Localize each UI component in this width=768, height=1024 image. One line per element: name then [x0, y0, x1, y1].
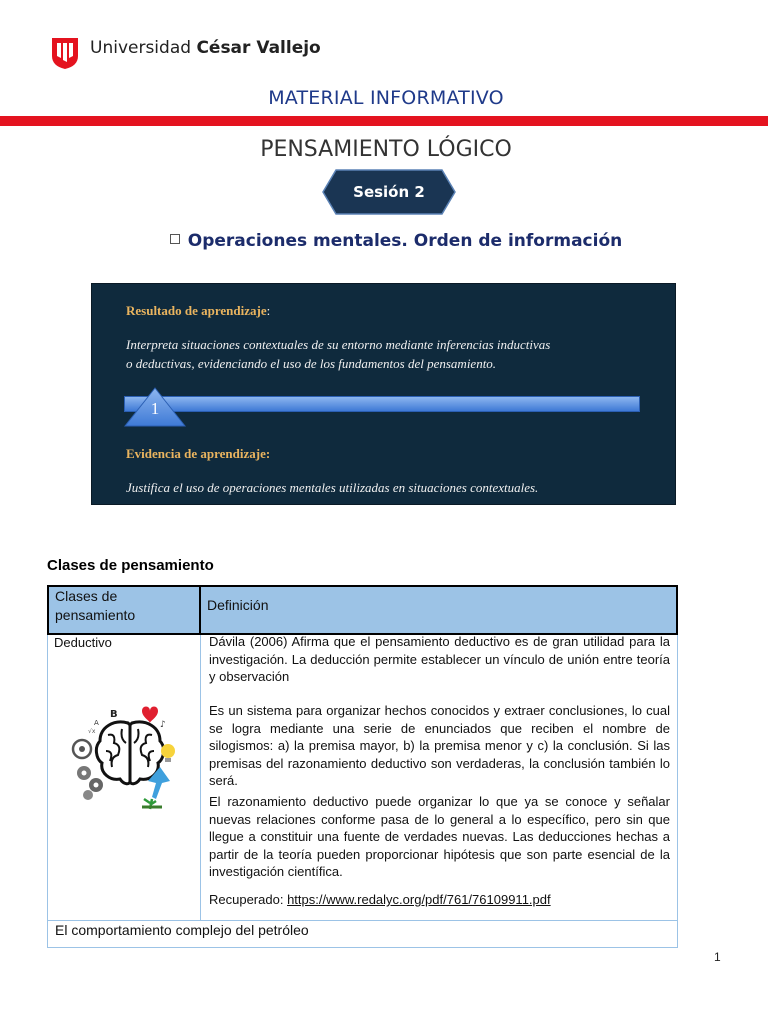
page-number: 1 — [714, 950, 721, 964]
class-deductivo: Deductivo — [54, 635, 112, 650]
topic-text: Operaciones mentales. Orden de información — [187, 231, 623, 251]
source-link[interactable]: https://www.redalyc.org/pdf/761/76109911.pdf — [287, 892, 551, 907]
source-line — [209, 891, 670, 909]
red-divider — [0, 116, 768, 126]
table-cell-class — [47, 635, 201, 921]
learning-result-label: Resultado de aprendizaje: — [126, 303, 271, 318]
row2-text: El comportamiento complejo del petróleo — [55, 922, 309, 938]
university-name — [90, 38, 321, 58]
source-label: Recuperado: — [209, 892, 288, 907]
course-title: PENSAMIENTO LÓGICO — [260, 137, 512, 162]
table-header-class — [47, 585, 201, 635]
definition-paragraph-1: Dávila (2006) Afirma que el pensamiento deductivo es de gran utilidad para la investigación. La deducción permite establecer un vínculo de unión entre teoría y observación — [209, 634, 670, 685]
svg-text:√x: √x — [88, 728, 96, 735]
table-header-definition — [201, 585, 678, 635]
session-badge — [322, 169, 456, 215]
brand-bold: César Vallejo — [196, 38, 321, 58]
table-row — [47, 921, 678, 948]
evidence-text: Justifica el uso de operaciones mentales utilizadas en situaciones contextuales. — [126, 480, 539, 495]
definition-paragraph-2: Es un sistema para organizar hechos conocidos y extraer conclusiones, lo cual se logra mediante una serie de enunciados que reciben el nombre de silogismos: a) la premisa mayor, b) la premisa menor y c) la conclusión. Si las premisas del razonamiento deductivo son verdaderas, la conclusión también lo será. — [209, 703, 670, 789]
topic-heading — [0, 231, 768, 251]
svg-text:B: B — [110, 709, 118, 720]
learning-outcomes-panel — [91, 283, 676, 505]
header-class-line2: pensamiento — [55, 607, 136, 623]
evidence-label: Evidencia de aprendizaje: — [126, 446, 271, 461]
progress-divider-bar — [124, 396, 640, 412]
university-logo-icon — [50, 36, 80, 70]
marker-number: 1 — [150, 399, 160, 418]
session-label: Sesión 2 — [353, 183, 425, 201]
brain-illustration-icon — [70, 703, 188, 813]
brand-prefix: Universidad — [90, 38, 192, 58]
learning-result-text: Interpreta situaciones contextuales de su entorno mediante inferencias inductivas o deductivas, evidenciando el uso de los fundamentos del pensamiento. — [126, 337, 551, 371]
checkbox-bullet-icon — [170, 234, 180, 244]
svg-text:A: A — [94, 719, 99, 727]
svg-text:♪: ♪ — [160, 720, 166, 730]
header-definition: Definición — [207, 597, 269, 613]
table-cell-definition — [201, 635, 678, 921]
definition-paragraph-3: El razonamiento deductivo puede organizar lo que ya se conoce y señalar nuevas relaciones conforme pasa de lo general a lo específico, pero sin que llegue a constituir una fuente de verdades nuevas. Las deducciones hechas a partir de la teoría pueden proporcionar hipótesis que son parte esencial de la investigación científica. — [209, 794, 670, 880]
header-class-line1: Clases de — [55, 588, 118, 604]
section-heading: Clases de pensamiento — [47, 557, 214, 574]
document-type-title: MATERIAL INFORMATIVO — [268, 87, 504, 109]
